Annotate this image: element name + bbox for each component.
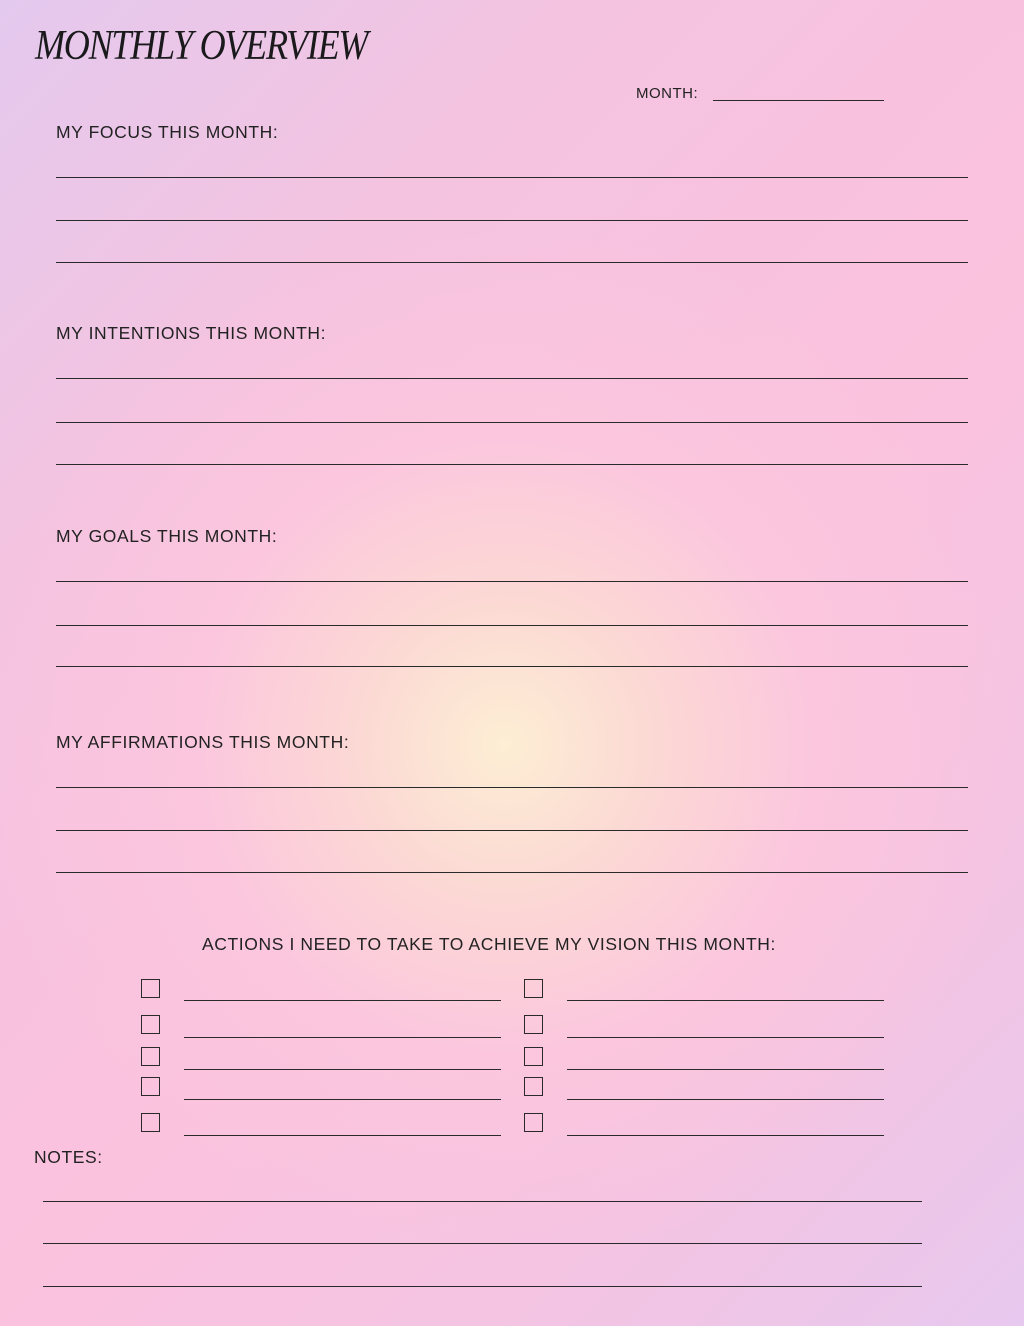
action-line[interactable] [567,1069,884,1070]
month-field[interactable] [713,100,884,101]
action-checkbox[interactable] [141,1047,160,1066]
intentions-line[interactable] [56,422,968,423]
affirmations-line[interactable] [56,872,968,873]
month-label: MONTH: [636,85,699,102]
affirmations-section-label: MY AFFIRMATIONS THIS MONTH: [56,732,350,752]
goals-line[interactable] [56,666,968,667]
action-line[interactable] [184,1000,501,1001]
action-line[interactable] [184,1037,501,1038]
action-line[interactable] [184,1069,501,1070]
action-line[interactable] [567,1037,884,1038]
goals-line[interactable] [56,625,968,626]
action-checkbox[interactable] [524,1015,543,1034]
action-checkbox[interactable] [524,1077,543,1096]
goals-line[interactable] [56,581,968,582]
action-line[interactable] [184,1135,501,1136]
notes-line[interactable] [43,1286,922,1287]
action-checkbox[interactable] [141,1077,160,1096]
affirmations-line[interactable] [56,830,968,831]
actions-heading: ACTIONS I NEED TO TAKE TO ACHIEVE MY VISION THIS MONTH: [202,934,776,954]
focus-line[interactable] [56,220,968,221]
action-checkbox[interactable] [524,979,543,998]
action-checkbox[interactable] [141,1015,160,1034]
focus-section-label: MY FOCUS THIS MONTH: [56,122,279,142]
action-line[interactable] [567,1135,884,1136]
action-checkbox[interactable] [524,1113,543,1132]
affirmations-line[interactable] [56,787,968,788]
notes-label: NOTES: [34,1147,103,1167]
goals-section-label: MY GOALS THIS MONTH: [56,526,278,546]
action-checkbox[interactable] [141,979,160,998]
intentions-section-label: MY INTENTIONS THIS MONTH: [56,323,327,343]
notes-line[interactable] [43,1243,922,1244]
action-line[interactable] [567,1099,884,1100]
intentions-line[interactable] [56,464,968,465]
action-line[interactable] [184,1099,501,1100]
action-checkbox[interactable] [524,1047,543,1066]
action-line[interactable] [567,1000,884,1001]
focus-line[interactable] [56,177,968,178]
page-title: MONTHLY OVERVIEW [35,23,368,69]
notes-line[interactable] [43,1201,922,1202]
intentions-line[interactable] [56,378,968,379]
focus-line[interactable] [56,262,968,263]
action-checkbox[interactable] [141,1113,160,1132]
